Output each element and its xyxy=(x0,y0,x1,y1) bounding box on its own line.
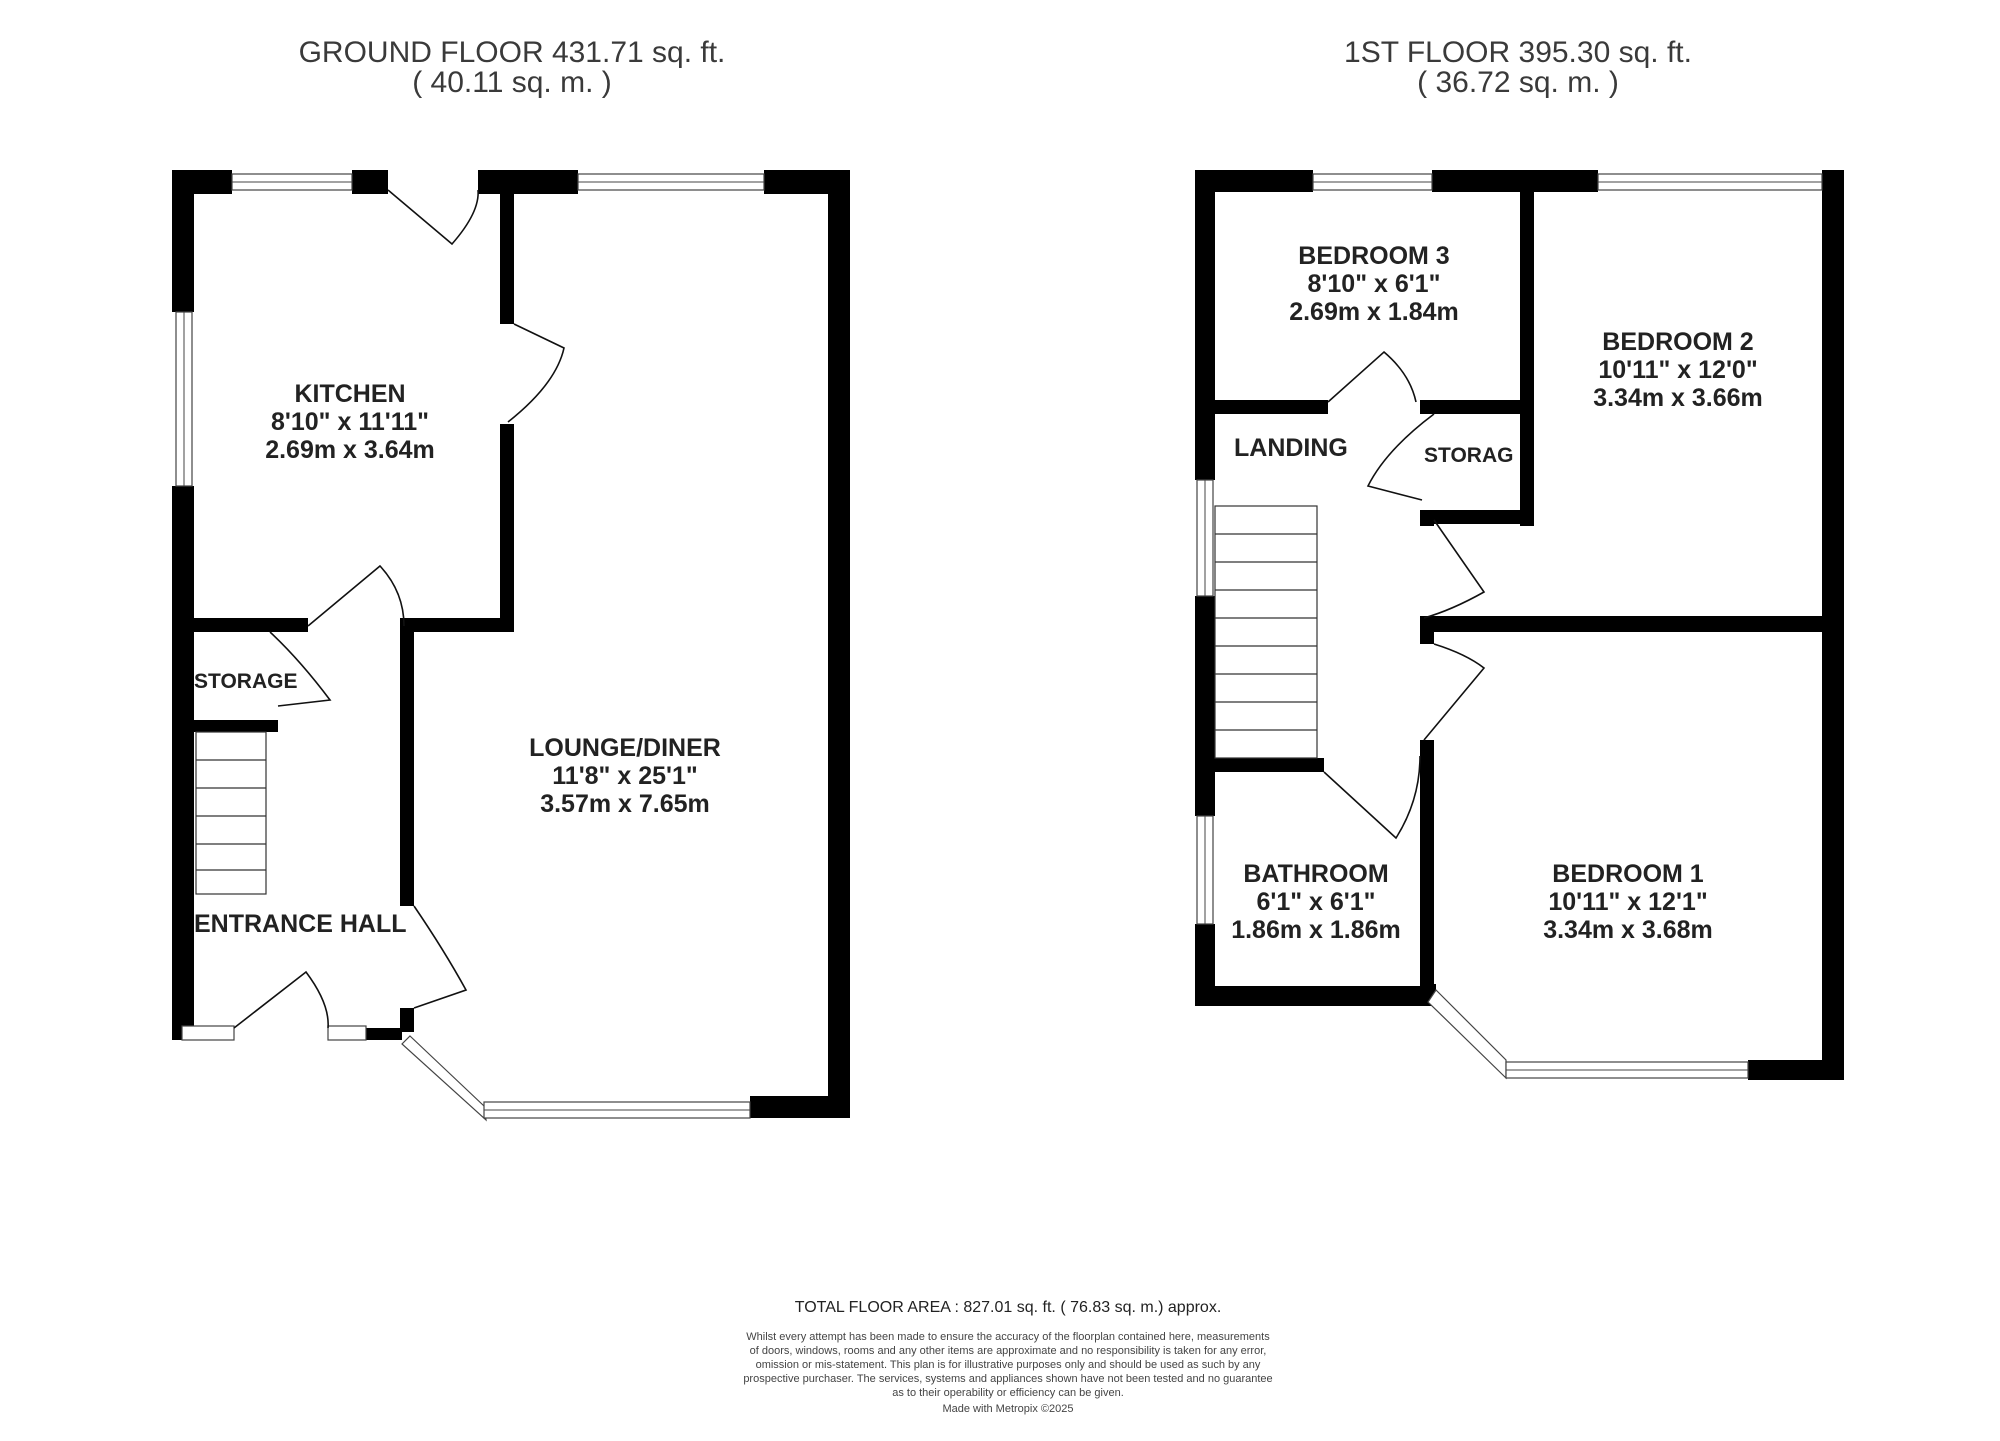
disclaimer-line: of doors, windows, rooms and any other items are approximate and no responsibility is taken for any error, xyxy=(749,1345,1267,1357)
kitchen-imperial: 8'10" x 11'11" xyxy=(271,408,429,436)
first-floor-heading-metric: ( 36.72 sq. m. ) xyxy=(1417,66,1619,99)
ground-storage-label: STORAGE xyxy=(194,670,298,693)
lounge-imperial: 11'8" x 25'1" xyxy=(552,762,698,790)
bedroom1-metric: 3.34m x 3.68m xyxy=(1543,916,1713,944)
disclaimer xyxy=(743,1331,1272,1415)
bedroom3-metric: 2.69m x 1.84m xyxy=(1289,298,1459,326)
ground-floor-heading: GROUND FLOOR 431.71 sq. ft. xyxy=(298,36,726,69)
bedroom3-imperial: 8'10" x 6'1" xyxy=(1307,270,1441,298)
landing-label: LANDING xyxy=(1234,434,1348,462)
ground-floor-plan xyxy=(172,170,850,1120)
lounge-metric: 3.57m x 7.65m xyxy=(540,790,710,818)
bedroom2-imperial: 10'11" x 12'0" xyxy=(1598,356,1758,384)
bedroom2-metric: 3.34m x 3.66m xyxy=(1593,384,1763,412)
bathroom-imperial: 6'1" x 6'1" xyxy=(1256,888,1376,916)
disclaimer-line: Whilst every attempt has been made to ensure the accuracy of the floorplan contained here, measurements xyxy=(746,1331,1270,1343)
first-floor-heading: 1ST FLOOR 395.30 sq. ft. xyxy=(1344,36,1692,69)
bedroom2-label: BEDROOM 2 xyxy=(1602,328,1754,356)
first-floor-stairs xyxy=(1215,506,1317,758)
first-floor-plan xyxy=(1195,170,1844,1080)
bedroom1-label: BEDROOM 1 xyxy=(1552,860,1704,888)
bathroom-metric: 1.86m x 1.86m xyxy=(1231,916,1401,944)
ground-floor-walls xyxy=(172,170,850,1118)
bedroom3-label: BEDROOM 3 xyxy=(1298,242,1450,270)
ground-floor-windows xyxy=(176,174,764,1120)
credit-line: Made with Metropix ©2025 xyxy=(942,1403,1074,1415)
bathroom-label: BATHROOM xyxy=(1243,860,1389,888)
disclaimer-line: as to their operability or efficiency can be given. xyxy=(892,1387,1124,1399)
ground-floor-stairs xyxy=(196,732,266,894)
disclaimer-line: omission or mis-statement. This plan is for illustrative purposes only and should be used as such by any xyxy=(755,1359,1261,1371)
disclaimer-line: prospective purchaser. The services, systems and appliances shown have not been tested and no guarantee xyxy=(743,1373,1273,1385)
ground-floor-heading-metric: ( 40.11 sq. m. ) xyxy=(412,66,612,99)
entrance-hall-label: ENTRANCE HALL xyxy=(194,910,407,938)
first-floor-doors xyxy=(1324,352,1484,838)
ground-floor-doors xyxy=(234,190,564,1028)
first-storage-label: STORAG xyxy=(1424,444,1514,467)
lounge-label: LOUNGE/DINER xyxy=(529,734,721,762)
bedroom1-imperial: 10'11" x 12'1" xyxy=(1548,888,1708,916)
total-floor-area: TOTAL FLOOR AREA : 827.01 sq. ft. ( 76.83 sq. m.) approx. xyxy=(794,1299,1222,1316)
kitchen-label: KITCHEN xyxy=(294,380,406,408)
kitchen-metric: 2.69m x 3.64m xyxy=(265,436,435,464)
